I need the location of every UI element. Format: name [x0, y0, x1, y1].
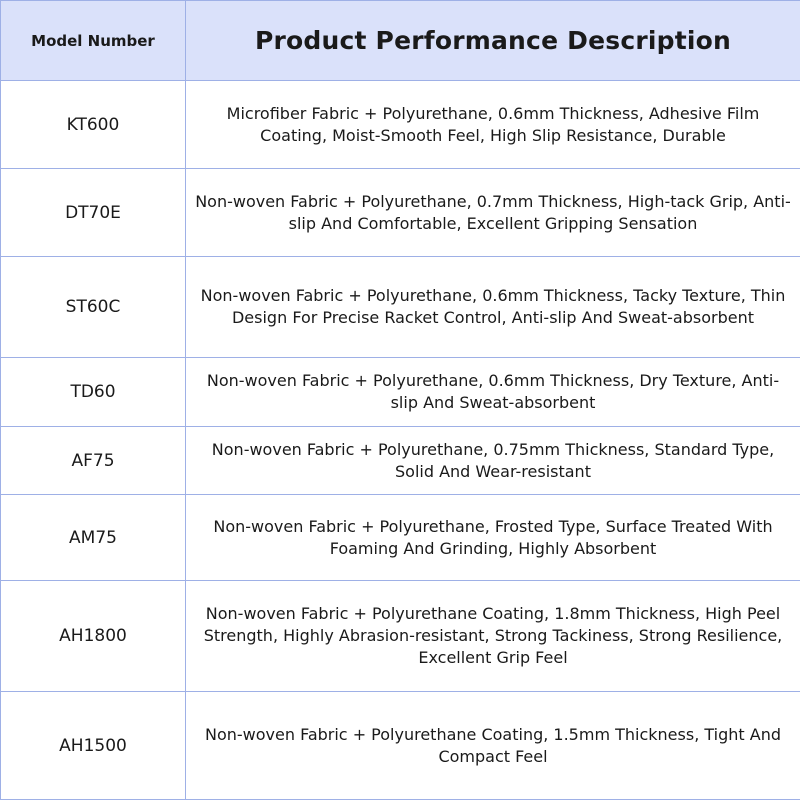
description-cell: Non-woven Fabric + Polyurethane, 0.6mm Thickness, Dry Texture, Anti-slip And Sweat-absorbent: [186, 358, 800, 427]
table-header-row: [1, 1, 800, 81]
model-number-cell: AH1800: [1, 581, 186, 692]
description-cell: Non-woven Fabric + Polyurethane, 0.75mm Thickness, Standard Type, Solid And Wear-resistant: [186, 427, 800, 495]
column-header-description: Product Performance Description: [186, 1, 800, 81]
description-cell: Non-woven Fabric + Polyurethane, 0.7mm Thickness, High-tack Grip, Anti-slip And Comfortable, Excellent Gripping Sensation: [186, 169, 800, 257]
model-number-cell: ST60C: [1, 257, 186, 358]
table-row: [1, 81, 800, 169]
model-number-cell: AF75: [1, 427, 186, 495]
description-cell: Non-woven Fabric + Polyurethane, Frosted Type, Surface Treated With Foaming And Grinding, Highly Absorbent: [186, 495, 800, 581]
table-row: [1, 358, 800, 427]
model-number-cell: AH1500: [1, 692, 186, 800]
model-number-cell: DT70E: [1, 169, 186, 257]
table-row: [1, 427, 800, 495]
column-header-model: Model Number: [1, 1, 186, 81]
description-cell: Non-woven Fabric + Polyurethane Coating, 1.8mm Thickness, High Peel Strength, Highly Abrasion-resistant, Strong Tackiness, Strong Resilience, Excellent Grip Feel: [186, 581, 800, 692]
table-row: [1, 169, 800, 257]
description-cell: Microfiber Fabric + Polyurethane, 0.6mm Thickness, Adhesive Film Coating, Moist-Smooth Feel, High Slip Resistance, Durable: [186, 81, 800, 169]
description-cell: Non-woven Fabric + Polyurethane, 0.6mm Thickness, Tacky Texture, Thin Design For Precise Racket Control, Anti-slip And Sweat-absorbent: [186, 257, 800, 358]
table-row: [1, 692, 800, 800]
model-number-cell: AM75: [1, 495, 186, 581]
table-row: [1, 581, 800, 692]
description-cell: Non-woven Fabric + Polyurethane Coating, 1.5mm Thickness, Tight And Compact Feel: [186, 692, 800, 800]
model-number-cell: KT600: [1, 81, 186, 169]
table-row: [1, 257, 800, 358]
table-row: [1, 495, 800, 581]
model-number-cell: TD60: [1, 358, 186, 427]
